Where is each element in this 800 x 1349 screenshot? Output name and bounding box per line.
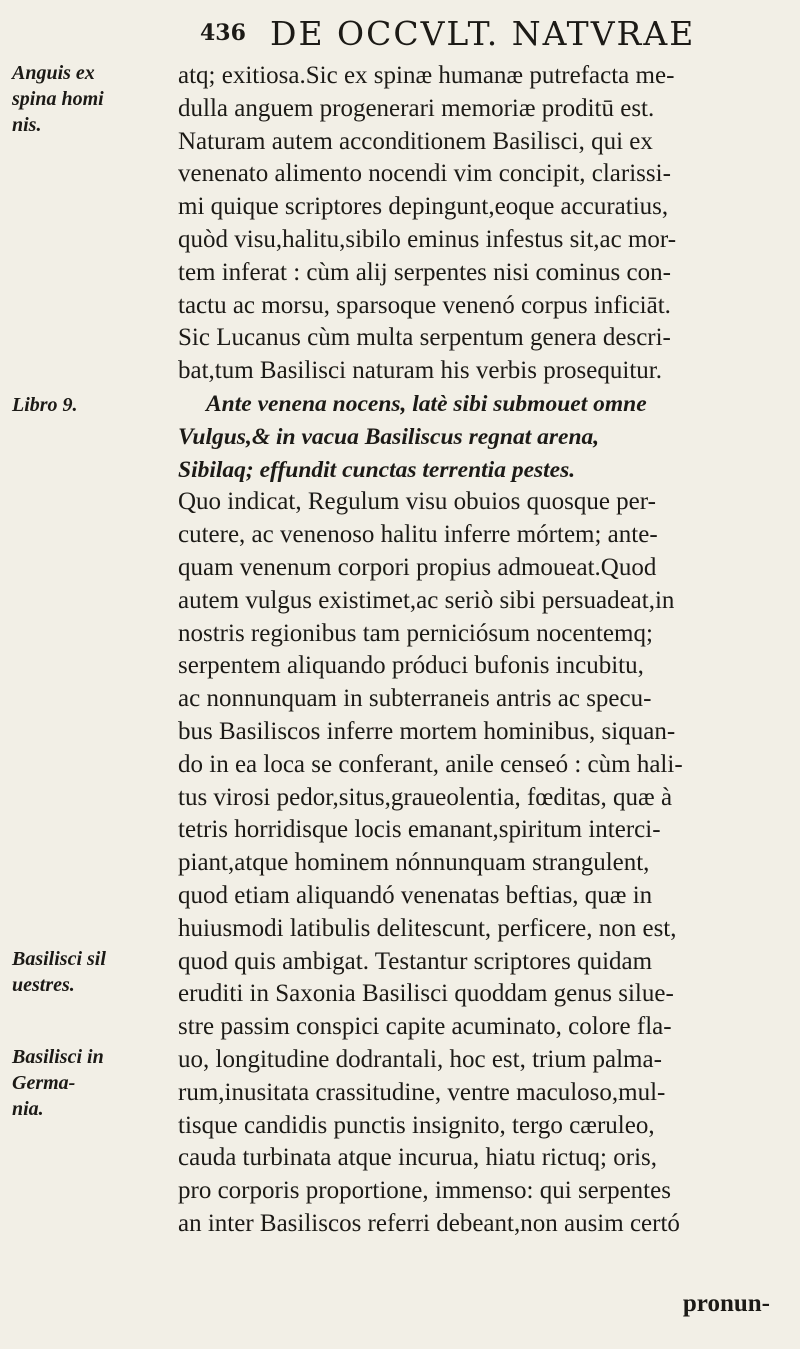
text-line: bat,tum Basilisci naturam his verbis prosequitur.: [178, 357, 662, 385]
verse-line: Ante venena nocens, latè sibi submouet omne: [206, 390, 647, 417]
body-text: [178, 60, 778, 1241]
text-line: quod etiam aliquandó venenatas beftias, quæ in: [178, 881, 653, 909]
verse-line: Vulgus,& in vacua Basiliscus regnat arena,: [178, 423, 600, 450]
text-line: atq; exitiosa.Sic ex spinæ humanæ putrefacta me-: [178, 62, 675, 89]
margin-note-basilisci-silvestres: [12, 946, 162, 998]
text-line: tem inferat : cùm alij serpentes nisi cominus con-: [178, 258, 671, 286]
text-line: an inter Basiliscos referri debeant,non ausim certó: [178, 1209, 680, 1237]
text-line: Naturam autem acconditionem Basilisci, qui ex: [178, 127, 653, 155]
margin-note-line: uestres.: [12, 974, 75, 996]
text-line: Quo indicat, Regulum visu obuios quosque per-: [178, 488, 656, 516]
text-line: do in ea loca se conferant, anile censeó : cùm hali-: [178, 750, 683, 778]
margin-note-line: Anguis ex: [12, 62, 95, 84]
text-line: uo, longitudine dodrantali, hoc est, trium palma-: [178, 1045, 662, 1073]
text-line: mi quique scriptores depingunt,eoque accuratius,: [178, 193, 669, 221]
text-line: ac nonnunquam in subterraneis antris ac specu-: [178, 685, 652, 713]
text-line: cutere, ac venenoso halitu inferre mórtem; ante-: [178, 521, 658, 549]
catchword: pronun-: [682, 1290, 770, 1317]
margin-note-line: Libro 9.: [12, 394, 78, 416]
text-line: huiusmodi latibulis delitescunt, perficere, non est,: [178, 914, 677, 942]
text-line: tisque candidis punctis insignito, tergo cæruleo,: [178, 1111, 655, 1139]
text-line: piant,atque hominem nónnunquam strangulent,: [178, 849, 650, 877]
margin-note-line: nis.: [12, 114, 42, 136]
margin-note-line: Germa-: [12, 1072, 76, 1094]
text-line: quod quis ambigat. Testantur scriptores quidam: [178, 947, 653, 975]
text-line: rum,inusitata crassitudine, ventre maculoso,mul-: [178, 1078, 666, 1106]
text-line: cauda turbinata atque incurua, hiatu rictuq; oris,: [178, 1144, 657, 1172]
margin-note-line: Basilisci sil: [12, 948, 106, 970]
text-line: quam venenum corpori propius admoueat.Quod: [178, 553, 657, 581]
margin-note-basilisci-germania: [12, 1044, 162, 1122]
margin-note-line: Basilisci in: [12, 1046, 104, 1068]
text-line: pro corporis proportione, immenso: qui serpentes: [178, 1177, 671, 1205]
verse-line: Sibilaq; effundit cunctas terrentia pestes.: [178, 456, 576, 483]
text-line: bus Basiliscos inferre mortem hominibus, siquan-: [178, 717, 676, 745]
text-line: Sic Lucanus cùm multa serpentum genera descri-: [178, 324, 671, 352]
text-line: autem vulgus existimet,ac seriò sibi persuadeat,in: [178, 586, 675, 614]
text-line: quòd visu,halitu,sibilo eminus infestus sit,ac mor-: [178, 225, 677, 253]
margin-note-line: spina homi: [12, 88, 104, 110]
running-title: DE OCCVLT. NATVRAE: [270, 14, 696, 53]
text-line: venenato alimento nocendi vim concipit, clarissi-: [178, 160, 671, 188]
text-line: nostris regionibus tam perniciósum nocentemq;: [178, 619, 653, 647]
text-line: stre passim conspici capite acuminato, colore fla-: [178, 1013, 672, 1041]
margin-note-anguis: [12, 60, 162, 138]
page-number: 436: [200, 20, 246, 46]
text-line: serpentem aliquando próduci bufonis incubitu,: [178, 652, 644, 680]
text-line: tus virosi pedor,situs,graueolentia, fœditas, quæ à: [178, 783, 673, 811]
margin-note-line: nia.: [12, 1098, 44, 1120]
text-line: eruditi in Saxonia Basilisci quoddam genus silue-: [178, 980, 674, 1008]
page-header: [180, 14, 760, 58]
text-line: tactu ac morsu, sparsoque venenó corpus inficiāt.: [178, 291, 671, 319]
margin-note-libro: [12, 392, 162, 418]
text-line: dulla anguem progenerari memoriæ proditū est.: [178, 94, 655, 122]
text-line: tetris horridisque locis emanant,spiritum interci-: [178, 816, 661, 844]
